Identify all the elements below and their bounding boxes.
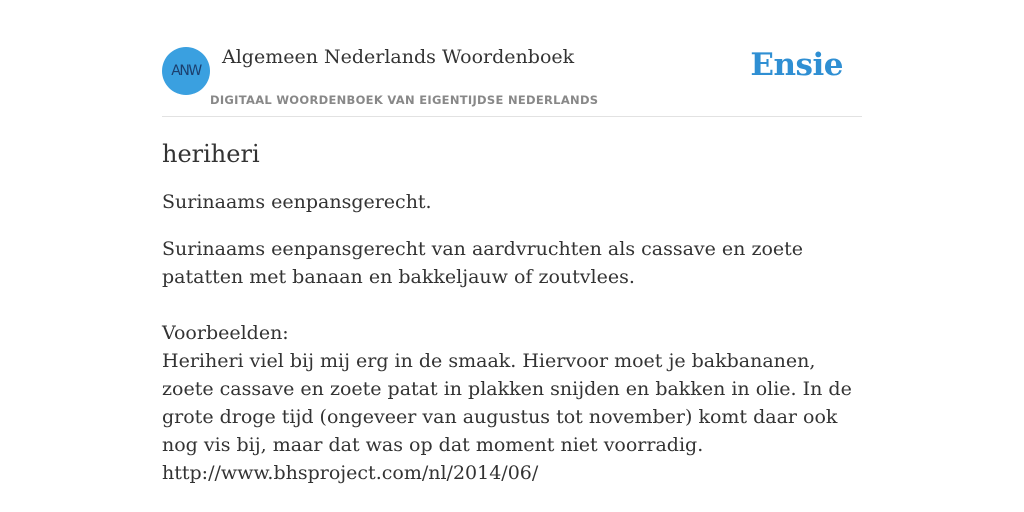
anw-logo[interactable] xyxy=(162,47,210,95)
dictionary-subtitle: DIGITAAL WOORDENBOEK VAN EIGENTIJDSE NEDERLANDS xyxy=(210,93,599,107)
dictionary-title[interactable]: Algemeen Nederlands Woordenboek xyxy=(222,46,575,68)
example-source-link[interactable]: http://www.bhsproject.com/nl/2014/06/ xyxy=(162,462,539,484)
site-header xyxy=(162,0,862,117)
ensie-brand-link[interactable]: Ensie xyxy=(750,47,843,83)
anw-logo-text: ANW xyxy=(171,63,201,79)
examples-section xyxy=(162,319,862,487)
example-text: Heriheri viel bij mij erg in de smaak. Hiervoor moet je bakbananen, zoete cassave en zoete patat in plakken snijden en bakken in olie. In de grote droge tijd (ongeveer van augustus tot november) komt daar ook nog vis bij, maar dat was op dat moment niet voorradig. xyxy=(162,350,852,456)
entry-headword: heriheri xyxy=(162,140,260,168)
short-definition: Surinaams eenpansgerecht. xyxy=(162,191,432,213)
examples-label: Voorbeelden: xyxy=(162,322,289,344)
entry-content xyxy=(162,138,862,487)
long-definition: Surinaams eenpansgerecht van aardvruchten als cassave en zoete patatten met banaan en bakkeljauw of zoutvlees. xyxy=(162,238,804,288)
